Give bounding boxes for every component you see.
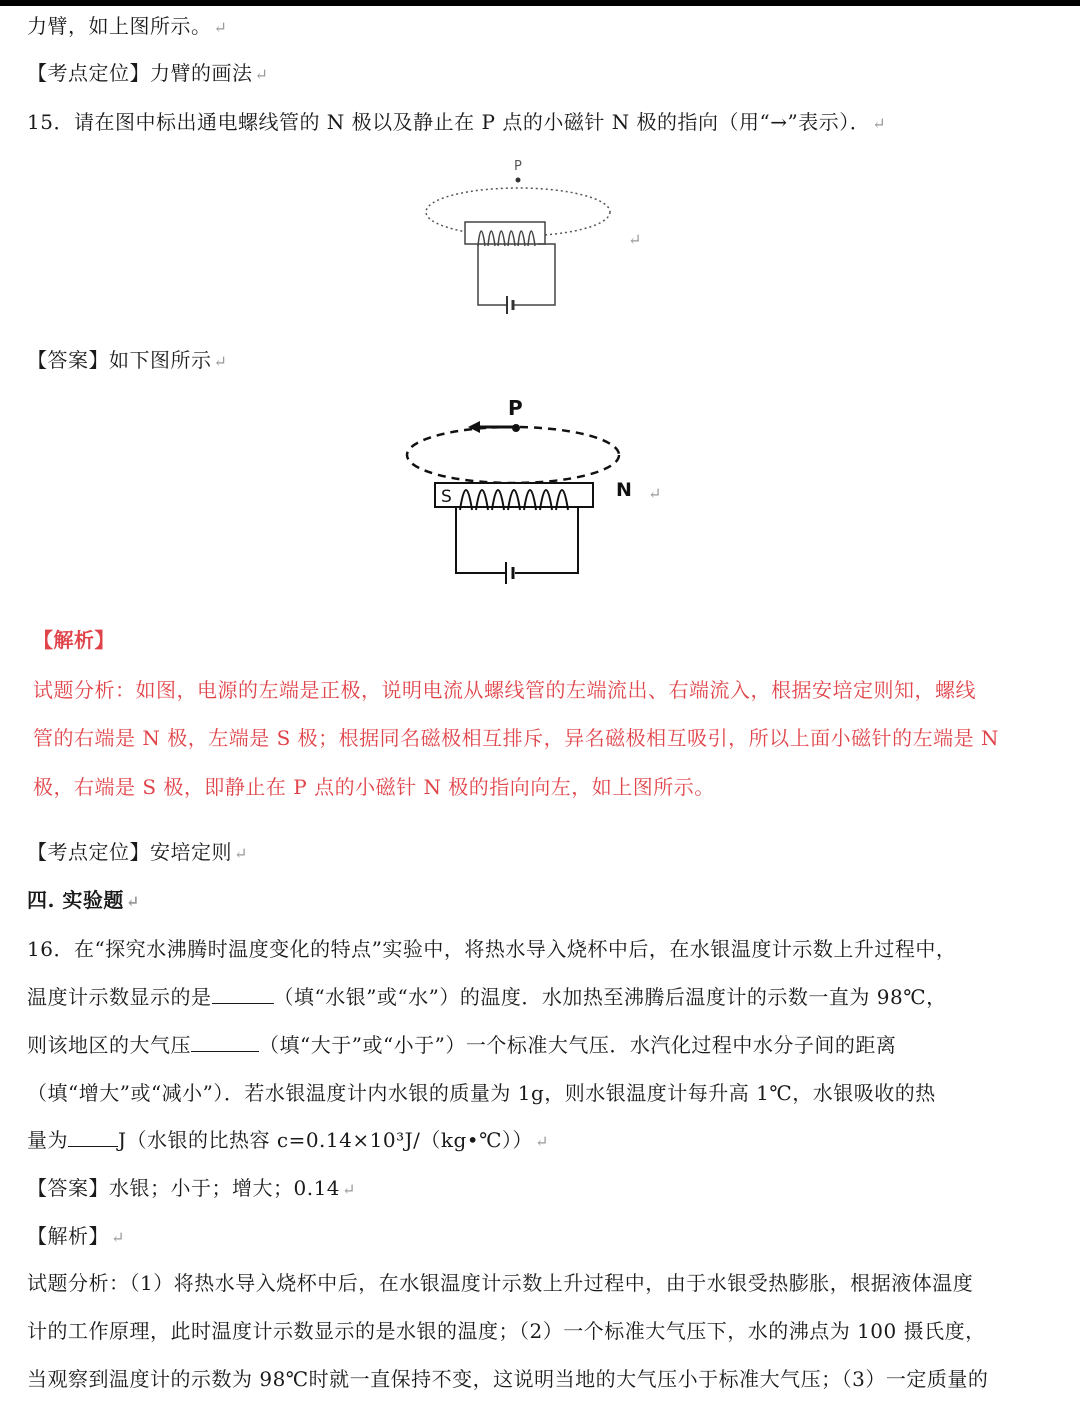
field-line: [407, 427, 619, 483]
return-mark: ↵: [342, 1180, 356, 1199]
return-mark: ↵: [234, 844, 248, 863]
analysis-line: 极，右端是 S 极，即静止在 P 点的小磁针 N 极的指向向左，如上图所示。: [33, 775, 715, 799]
return-mark: ↵: [648, 484, 662, 503]
question-16: 则该地区的大气压 （填“大于”或“小于”）一个标准大气压．水汽化过程中水分子间的距离: [27, 1033, 897, 1057]
figure-solenoid-question: [410, 150, 640, 330]
return-mark: ↵: [534, 1132, 549, 1151]
return-mark: ↵: [213, 352, 228, 371]
answer-blank[interactable]: [191, 1031, 259, 1052]
section-title: 四. 实验题 ↵: [27, 888, 140, 912]
label-n: N: [616, 479, 632, 501]
figure-solenoid-answer: [398, 390, 648, 595]
return-mark: ↵: [111, 1228, 125, 1247]
label-p: P: [514, 159, 522, 174]
return-mark: ↵: [872, 114, 887, 133]
answer-15: 【答案】如下图所示 ↵: [27, 348, 228, 372]
return-mark: ↵: [254, 65, 269, 84]
analysis-heading: 【解析】: [33, 628, 115, 652]
analysis-heading: 【解析】 ↵: [27, 1224, 125, 1248]
answer-blank[interactable]: [68, 1126, 118, 1147]
analysis-line: 管的右端是 N 极，左端是 S 极；根据同名磁极相互排斥，异名磁极相互吸引，所以上面小磁针的左端是 N: [33, 726, 999, 750]
wire-left: [478, 244, 506, 305]
answer-blank[interactable]: [212, 983, 274, 1004]
wire-right: [514, 244, 555, 305]
question-15: 15．请在图中标出通电螺线管的 N 极以及静止在 P 点的小磁针 N 极的指向（用“→”表示）． ↵: [27, 110, 887, 134]
return-mark: ↵: [125, 892, 140, 911]
label-p: P: [508, 396, 523, 420]
return-mark: ↵: [628, 230, 642, 249]
answer-16: 【答案】水银；小于；增大；0.14 ↵: [27, 1176, 356, 1200]
wire-right: [515, 508, 578, 573]
question-16: 温度计示数显示的是 （填“水银”或“水”）的温度．水加热至沸腾后温度计的示数一直为 98℃，: [27, 985, 947, 1009]
point-p: [512, 424, 520, 432]
question-16: 16．在“探究水沸腾时温度变化的特点”实验中，将热水导入烧杯中后，在水银温度计示数上升过程中，: [27, 937, 957, 961]
text-line: 【考点定位】力臂的画法 ↵: [27, 61, 269, 85]
arrow-head: [468, 421, 480, 433]
return-mark: ↵: [213, 18, 228, 37]
top-bar: [0, 0, 1080, 6]
analysis-line: 试题分析：如图，电源的左端是正极，说明电流从螺线管的左端流出、右端流入，根据安培定则知，螺线: [33, 678, 976, 702]
analysis-line: 试题分析：（1）将热水导入烧杯中后，在水银温度计示数上升过程中，由于水银受热膨胀，根据液体温度: [27, 1271, 974, 1295]
solenoid-core: [435, 483, 593, 507]
question-16: 量为 J（水银的比热容 c=0.14×10³J/（kg•℃）） ↵: [27, 1128, 549, 1152]
wire-left: [456, 508, 505, 573]
question-16: （填“增大”或“减小”）．若水银温度计内水银的质量为 1g，则水银温度计每升高 1℃，水银吸收的热: [27, 1081, 936, 1105]
text-line: 【考点定位】安培定则 ↵: [27, 840, 248, 864]
text-line: 力臂，如上图所示。 ↵: [27, 14, 228, 38]
analysis-line: 计的工作原理，此时温度计示数显示的是水银的温度；（2）一个标准大气压下，水的沸点为 100 摄氏度，: [27, 1319, 986, 1343]
point-p: [516, 178, 521, 183]
analysis-line: 当观察到温度计的示数为 98℃时就一直保持不变，这说明当地的大气压小于标准大气压；（3）一定质量的: [27, 1367, 989, 1391]
label-s: S: [441, 487, 452, 507]
